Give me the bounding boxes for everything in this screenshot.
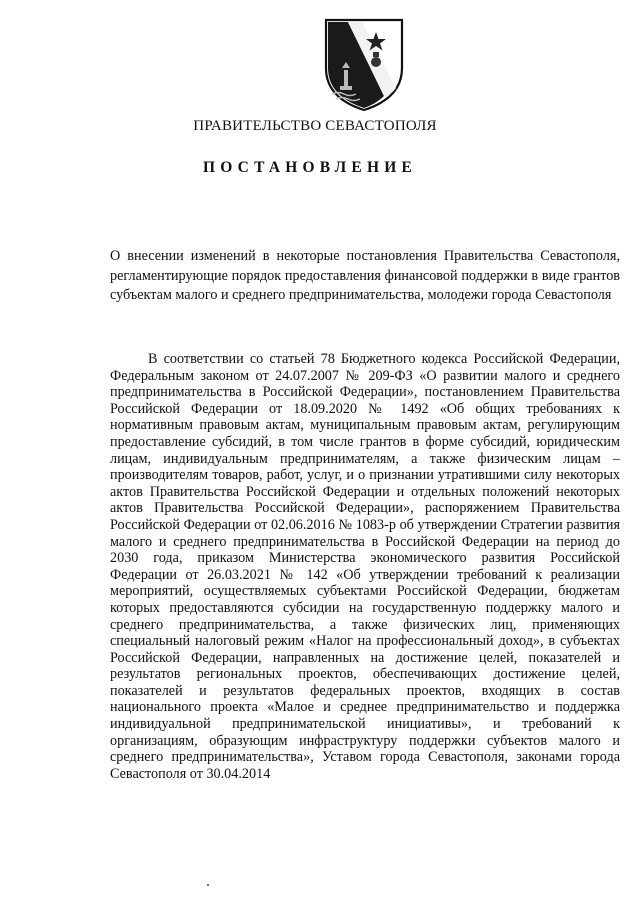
sevastopol-coat-of-arms-icon [318,16,410,112]
decree-body-paragraph: В соответствии со статьей 78 Бюджетного кодекса Российской Федерации, Федеральным законом от 24.07.2007 № 209-ФЗ «О развитии малого и среднего предпринимательства в Российской Федерации», постановлением Правительства Российской Федерации от 18.09.2020 № 1492 «Об общих требованиях к нормативным правовым актам, муниципальным правовым актам, регулирующим предоставление субсидий, в том числе грантов в форме субсидий, юридическим лицам, индивидуальным предпринимателям, а также физическим лицам – производителям товаров, работ, услуг, и о признании утратившими силу некоторых актов Правительства Российской Федерации и отдельных положений некоторых актов Правительства Российской Федерации», распоряжением Правительства Российской Федерации от 02.06.2016 № 1083-р об утверждении Стратегии развития малого и среднего предпринимательства в Российской Федерации на период до 2030 года, приказом Министерства экономического развития Российской Федерации от 26.03.2021 № 142 «Об утверждении требований к реализации мероприятий, осуществляемых субъектами Российской Федерации, бюджетам которых предоставляются субсидии на государственную поддержку малого и среднего предпринимательства, а также физических лиц, применяющих специальный налоговый режим «Налог на профессиональный доход», в субъектах Российской Федерации, направленных на достижение целей, показателей и результатов региональных проектов, обеспечивающих достижение целей, показателей и результатов федеральных проектов, входящих в состав национального проекта «Малое и среднее предпринимательство и поддержка индивидуальной предпринимательской инициативы», и требований к организациям, образующим инфраструктуру поддержки субъектов малого и среднего предпринимательства», Уставом города Севастополя, законами города Севастополя от 30.04.2014 [110,351,620,782]
decree-subject: О внесении изменений в некоторые постановления Правительства Севастополя, регламентирующие порядок предоставления финансовой поддержки в виде грантов субъектам малого и среднего предпринимательства, молодежи города Севастополя [110,248,620,303]
scan-speck [207,884,209,886]
government-name: ПРАВИТЕЛЬСТВО СЕВАСТОПОЛЯ [193,118,437,134]
document-type-title: ПОСТАНОВЛЕНИЕ [202,159,418,176]
